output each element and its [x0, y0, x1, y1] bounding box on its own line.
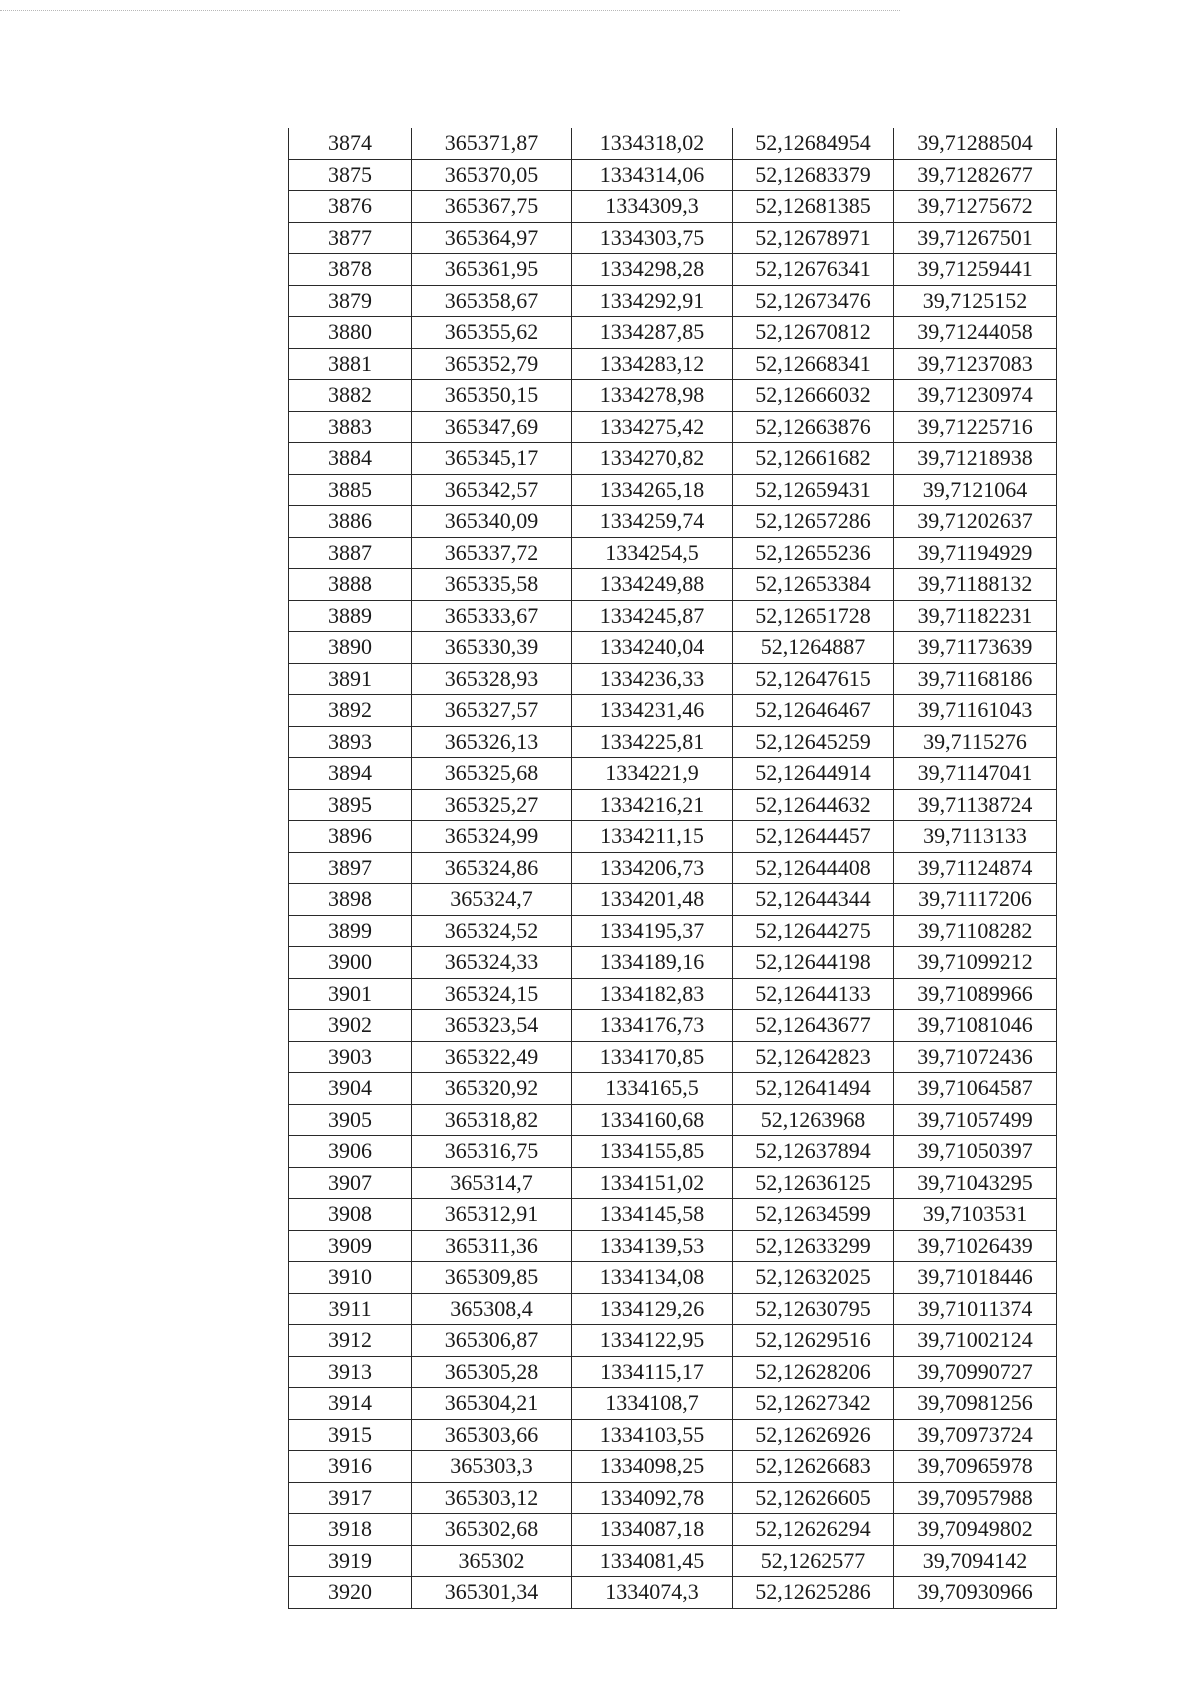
latitude-cell: 52,12673476: [733, 285, 894, 317]
x-coordinate-cell: 365371,87: [412, 128, 572, 159]
latitude-cell: 52,1262577: [733, 1545, 894, 1577]
longitude-cell: 39,70965978: [894, 1451, 1057, 1483]
y-coordinate-cell: 1334176,73: [572, 1010, 733, 1042]
longitude-cell: 39,71108282: [894, 915, 1057, 947]
x-coordinate-cell: 365303,12: [412, 1482, 572, 1514]
x-coordinate-cell: 365337,72: [412, 537, 572, 569]
table-row: [289, 380, 1057, 412]
point-number-cell: 3908: [289, 1199, 412, 1231]
table-row: [289, 1104, 1057, 1136]
table-row: [289, 758, 1057, 790]
point-number-cell: 3900: [289, 947, 412, 979]
y-coordinate-cell: 1334278,98: [572, 380, 733, 412]
longitude-cell: 39,70957988: [894, 1482, 1057, 1514]
latitude-cell: 52,12636125: [733, 1167, 894, 1199]
latitude-cell: 52,12668341: [733, 348, 894, 380]
latitude-cell: 52,12626683: [733, 1451, 894, 1483]
x-coordinate-cell: 365305,28: [412, 1356, 572, 1388]
table-row: [289, 1419, 1057, 1451]
table-row: [289, 1010, 1057, 1042]
point-number-cell: 3915: [289, 1419, 412, 1451]
latitude-cell: 52,12645259: [733, 726, 894, 758]
point-number-cell: 3920: [289, 1577, 412, 1609]
y-coordinate-cell: 1334129,26: [572, 1293, 733, 1325]
latitude-cell: 52,12644133: [733, 978, 894, 1010]
y-coordinate-cell: 1334314,06: [572, 159, 733, 191]
longitude-cell: 39,71194929: [894, 537, 1057, 569]
y-coordinate-cell: 1334221,9: [572, 758, 733, 790]
latitude-cell: 52,12646467: [733, 695, 894, 727]
longitude-cell: 39,71026439: [894, 1230, 1057, 1262]
x-coordinate-cell: 365355,62: [412, 317, 572, 349]
latitude-cell: 52,12626926: [733, 1419, 894, 1451]
table-row: [289, 884, 1057, 916]
y-coordinate-cell: 1334249,88: [572, 569, 733, 601]
y-coordinate-cell: 1334283,12: [572, 348, 733, 380]
x-coordinate-cell: 365312,91: [412, 1199, 572, 1231]
latitude-cell: 52,12644914: [733, 758, 894, 790]
table-row: [289, 506, 1057, 538]
table-row: [289, 978, 1057, 1010]
x-coordinate-cell: 365324,99: [412, 821, 572, 853]
table-row: [289, 1136, 1057, 1168]
longitude-cell: 39,70990727: [894, 1356, 1057, 1388]
latitude-cell: 52,12637894: [733, 1136, 894, 1168]
x-coordinate-cell: 365303,3: [412, 1451, 572, 1483]
x-coordinate-cell: 365347,69: [412, 411, 572, 443]
table-row: [289, 695, 1057, 727]
point-number-cell: 3902: [289, 1010, 412, 1042]
latitude-cell: 52,12644344: [733, 884, 894, 916]
longitude-cell: 39,71147041: [894, 758, 1057, 790]
x-coordinate-cell: 365302: [412, 1545, 572, 1577]
table-row: [289, 443, 1057, 475]
latitude-cell: 52,12663876: [733, 411, 894, 443]
y-coordinate-cell: 1334309,3: [572, 191, 733, 223]
y-coordinate-cell: 1334303,75: [572, 222, 733, 254]
point-number-cell: 3914: [289, 1388, 412, 1420]
y-coordinate-cell: 1334092,78: [572, 1482, 733, 1514]
point-number-cell: 3907: [289, 1167, 412, 1199]
latitude-cell: 52,12657286: [733, 506, 894, 538]
point-number-cell: 3895: [289, 789, 412, 821]
x-coordinate-cell: 365367,75: [412, 191, 572, 223]
x-coordinate-cell: 365324,52: [412, 915, 572, 947]
latitude-cell: 52,12683379: [733, 159, 894, 191]
point-number-cell: 3886: [289, 506, 412, 538]
point-number-cell: 3904: [289, 1073, 412, 1105]
longitude-cell: 39,7115276: [894, 726, 1057, 758]
x-coordinate-cell: 365316,75: [412, 1136, 572, 1168]
table-row: [289, 1262, 1057, 1294]
longitude-cell: 39,71161043: [894, 695, 1057, 727]
table-row: [289, 1230, 1057, 1262]
table-row: [289, 1451, 1057, 1483]
latitude-cell: 52,12628206: [733, 1356, 894, 1388]
table-row: [289, 159, 1057, 191]
x-coordinate-cell: 365303,66: [412, 1419, 572, 1451]
x-coordinate-cell: 365333,67: [412, 600, 572, 632]
y-coordinate-cell: 1334165,5: [572, 1073, 733, 1105]
latitude-cell: 52,12666032: [733, 380, 894, 412]
latitude-cell: 52,12678971: [733, 222, 894, 254]
x-coordinate-cell: 365358,67: [412, 285, 572, 317]
longitude-cell: 39,7113133: [894, 821, 1057, 853]
table-row: [289, 726, 1057, 758]
x-coordinate-cell: 365309,85: [412, 1262, 572, 1294]
longitude-cell: 39,71124874: [894, 852, 1057, 884]
y-coordinate-cell: 1334098,25: [572, 1451, 733, 1483]
point-number-cell: 3897: [289, 852, 412, 884]
x-coordinate-cell: 365326,13: [412, 726, 572, 758]
x-coordinate-cell: 365345,17: [412, 443, 572, 475]
table-row: [289, 254, 1057, 286]
y-coordinate-cell: 1334211,15: [572, 821, 733, 853]
y-coordinate-cell: 1334254,5: [572, 537, 733, 569]
y-coordinate-cell: 1334270,82: [572, 443, 733, 475]
table-row: [289, 1199, 1057, 1231]
x-coordinate-cell: 365352,79: [412, 348, 572, 380]
point-number-cell: 3882: [289, 380, 412, 412]
point-number-cell: 3903: [289, 1041, 412, 1073]
y-coordinate-cell: 1334195,37: [572, 915, 733, 947]
table-row: [289, 191, 1057, 223]
y-coordinate-cell: 1334216,21: [572, 789, 733, 821]
table-row: [289, 1514, 1057, 1546]
table-row: [289, 1167, 1057, 1199]
y-coordinate-cell: 1334170,85: [572, 1041, 733, 1073]
table-row: [289, 1041, 1057, 1073]
x-coordinate-cell: 365320,92: [412, 1073, 572, 1105]
y-coordinate-cell: 1334108,7: [572, 1388, 733, 1420]
longitude-cell: 39,71259441: [894, 254, 1057, 286]
longitude-cell: 39,70981256: [894, 1388, 1057, 1420]
latitude-cell: 52,12644198: [733, 947, 894, 979]
longitude-cell: 39,7121064: [894, 474, 1057, 506]
x-coordinate-cell: 365370,05: [412, 159, 572, 191]
point-number-cell: 3916: [289, 1451, 412, 1483]
table-row: [289, 821, 1057, 853]
coordinates-table-body: [289, 128, 1057, 1608]
point-number-cell: 3899: [289, 915, 412, 947]
point-number-cell: 3918: [289, 1514, 412, 1546]
x-coordinate-cell: 365318,82: [412, 1104, 572, 1136]
y-coordinate-cell: 1334145,58: [572, 1199, 733, 1231]
table-row: [289, 411, 1057, 443]
latitude-cell: 52,12684954: [733, 128, 894, 159]
y-coordinate-cell: 1334087,18: [572, 1514, 733, 1546]
point-number-cell: 3890: [289, 632, 412, 664]
point-number-cell: 3892: [289, 695, 412, 727]
x-coordinate-cell: 365335,58: [412, 569, 572, 601]
y-coordinate-cell: 1334318,02: [572, 128, 733, 159]
latitude-cell: 52,1264887: [733, 632, 894, 664]
y-coordinate-cell: 1334259,74: [572, 506, 733, 538]
x-coordinate-cell: 365324,15: [412, 978, 572, 1010]
longitude-cell: 39,7125152: [894, 285, 1057, 317]
x-coordinate-cell: 365301,34: [412, 1577, 572, 1609]
latitude-cell: 52,12659431: [733, 474, 894, 506]
latitude-cell: 52,12626294: [733, 1514, 894, 1546]
table-row: [289, 632, 1057, 664]
y-coordinate-cell: 1334122,95: [572, 1325, 733, 1357]
latitude-cell: 52,12647615: [733, 663, 894, 695]
point-number-cell: 3884: [289, 443, 412, 475]
table-row: [289, 915, 1057, 947]
latitude-cell: 52,1263968: [733, 1104, 894, 1136]
longitude-cell: 39,71138724: [894, 789, 1057, 821]
latitude-cell: 52,12670812: [733, 317, 894, 349]
scan-edge-line: [0, 10, 900, 11]
table-row: [289, 222, 1057, 254]
point-number-cell: 3898: [289, 884, 412, 916]
point-number-cell: 3912: [289, 1325, 412, 1357]
x-coordinate-cell: 365350,15: [412, 380, 572, 412]
longitude-cell: 39,71099212: [894, 947, 1057, 979]
point-number-cell: 3901: [289, 978, 412, 1010]
point-number-cell: 3909: [289, 1230, 412, 1262]
latitude-cell: 52,12655236: [733, 537, 894, 569]
point-number-cell: 3910: [289, 1262, 412, 1294]
table-row: [289, 537, 1057, 569]
longitude-cell: 39,71218938: [894, 443, 1057, 475]
longitude-cell: 39,71117206: [894, 884, 1057, 916]
y-coordinate-cell: 1334275,42: [572, 411, 733, 443]
point-number-cell: 3917: [289, 1482, 412, 1514]
longitude-cell: 39,71168186: [894, 663, 1057, 695]
longitude-cell: 39,71182231: [894, 600, 1057, 632]
x-coordinate-cell: 365324,86: [412, 852, 572, 884]
longitude-cell: 39,71225716: [894, 411, 1057, 443]
longitude-cell: 39,71011374: [894, 1293, 1057, 1325]
y-coordinate-cell: 1334225,81: [572, 726, 733, 758]
longitude-cell: 39,71275672: [894, 191, 1057, 223]
longitude-cell: 39,71089966: [894, 978, 1057, 1010]
x-coordinate-cell: 365364,97: [412, 222, 572, 254]
y-coordinate-cell: 1334081,45: [572, 1545, 733, 1577]
y-coordinate-cell: 1334139,53: [572, 1230, 733, 1262]
point-number-cell: 3891: [289, 663, 412, 695]
y-coordinate-cell: 1334151,02: [572, 1167, 733, 1199]
y-coordinate-cell: 1334298,28: [572, 254, 733, 286]
point-number-cell: 3874: [289, 128, 412, 159]
y-coordinate-cell: 1334182,83: [572, 978, 733, 1010]
longitude-cell: 39,71072436: [894, 1041, 1057, 1073]
longitude-cell: 39,71282677: [894, 159, 1057, 191]
point-number-cell: 3875: [289, 159, 412, 191]
latitude-cell: 52,12634599: [733, 1199, 894, 1231]
y-coordinate-cell: 1334236,33: [572, 663, 733, 695]
longitude-cell: 39,71244058: [894, 317, 1057, 349]
coordinates-table: [288, 128, 1057, 1609]
x-coordinate-cell: 365328,93: [412, 663, 572, 695]
table-row: [289, 947, 1057, 979]
latitude-cell: 52,12681385: [733, 191, 894, 223]
point-number-cell: 3876: [289, 191, 412, 223]
latitude-cell: 52,12644457: [733, 821, 894, 853]
table-row: [289, 663, 1057, 695]
x-coordinate-cell: 365324,7: [412, 884, 572, 916]
latitude-cell: 52,12641494: [733, 1073, 894, 1105]
latitude-cell: 52,12627342: [733, 1388, 894, 1420]
longitude-cell: 39,71064587: [894, 1073, 1057, 1105]
table-row: [289, 1482, 1057, 1514]
table-row: [289, 285, 1057, 317]
y-coordinate-cell: 1334201,48: [572, 884, 733, 916]
latitude-cell: 52,12676341: [733, 254, 894, 286]
point-number-cell: 3877: [289, 222, 412, 254]
longitude-cell: 39,71057499: [894, 1104, 1057, 1136]
latitude-cell: 52,12651728: [733, 600, 894, 632]
longitude-cell: 39,71002124: [894, 1325, 1057, 1357]
x-coordinate-cell: 365340,09: [412, 506, 572, 538]
y-coordinate-cell: 1334155,85: [572, 1136, 733, 1168]
longitude-cell: 39,71202637: [894, 506, 1057, 538]
x-coordinate-cell: 365330,39: [412, 632, 572, 664]
table-row: [289, 317, 1057, 349]
latitude-cell: 52,12625286: [733, 1577, 894, 1609]
longitude-cell: 39,71237083: [894, 348, 1057, 380]
point-number-cell: 3888: [289, 569, 412, 601]
point-number-cell: 3896: [289, 821, 412, 853]
y-coordinate-cell: 1334103,55: [572, 1419, 733, 1451]
table-row: [289, 474, 1057, 506]
point-number-cell: 3885: [289, 474, 412, 506]
longitude-cell: 39,71188132: [894, 569, 1057, 601]
table-row: [289, 852, 1057, 884]
table-row: [289, 1388, 1057, 1420]
latitude-cell: 52,12626605: [733, 1482, 894, 1514]
x-coordinate-cell: 365311,36: [412, 1230, 572, 1262]
latitude-cell: 52,12653384: [733, 569, 894, 601]
longitude-cell: 39,71267501: [894, 222, 1057, 254]
point-number-cell: 3880: [289, 317, 412, 349]
x-coordinate-cell: 365361,95: [412, 254, 572, 286]
latitude-cell: 52,12630795: [733, 1293, 894, 1325]
point-number-cell: 3883: [289, 411, 412, 443]
y-coordinate-cell: 1334206,73: [572, 852, 733, 884]
latitude-cell: 52,12644275: [733, 915, 894, 947]
point-number-cell: 3878: [289, 254, 412, 286]
table-row: [289, 789, 1057, 821]
table-row: [289, 348, 1057, 380]
y-coordinate-cell: 1334287,85: [572, 317, 733, 349]
point-number-cell: 3905: [289, 1104, 412, 1136]
latitude-cell: 52,12643677: [733, 1010, 894, 1042]
table-row: [289, 1325, 1057, 1357]
latitude-cell: 52,12661682: [733, 443, 894, 475]
y-coordinate-cell: 1334189,16: [572, 947, 733, 979]
x-coordinate-cell: 365304,21: [412, 1388, 572, 1420]
point-number-cell: 3881: [289, 348, 412, 380]
x-coordinate-cell: 365325,27: [412, 789, 572, 821]
point-number-cell: 3879: [289, 285, 412, 317]
point-number-cell: 3906: [289, 1136, 412, 1168]
y-coordinate-cell: 1334245,87: [572, 600, 733, 632]
longitude-cell: 39,71173639: [894, 632, 1057, 664]
longitude-cell: 39,71050397: [894, 1136, 1057, 1168]
point-number-cell: 3887: [289, 537, 412, 569]
y-coordinate-cell: 1334240,04: [572, 632, 733, 664]
longitude-cell: 39,70930966: [894, 1577, 1057, 1609]
table-row: [289, 600, 1057, 632]
point-number-cell: 3893: [289, 726, 412, 758]
table-row: [289, 1073, 1057, 1105]
point-number-cell: 3913: [289, 1356, 412, 1388]
longitude-cell: 39,71081046: [894, 1010, 1057, 1042]
longitude-cell: 39,70973724: [894, 1419, 1057, 1451]
x-coordinate-cell: 365342,57: [412, 474, 572, 506]
latitude-cell: 52,12633299: [733, 1230, 894, 1262]
latitude-cell: 52,12644408: [733, 852, 894, 884]
longitude-cell: 39,71230974: [894, 380, 1057, 412]
latitude-cell: 52,12629516: [733, 1325, 894, 1357]
y-coordinate-cell: 1334074,3: [572, 1577, 733, 1609]
table-row: [289, 1293, 1057, 1325]
y-coordinate-cell: 1334134,08: [572, 1262, 733, 1294]
point-number-cell: 3894: [289, 758, 412, 790]
x-coordinate-cell: 365308,4: [412, 1293, 572, 1325]
table-row: [289, 1356, 1057, 1388]
x-coordinate-cell: 365314,7: [412, 1167, 572, 1199]
table-row: [289, 569, 1057, 601]
point-number-cell: 3919: [289, 1545, 412, 1577]
x-coordinate-cell: 365323,54: [412, 1010, 572, 1042]
x-coordinate-cell: 365327,57: [412, 695, 572, 727]
y-coordinate-cell: 1334292,91: [572, 285, 733, 317]
x-coordinate-cell: 365325,68: [412, 758, 572, 790]
point-number-cell: 3911: [289, 1293, 412, 1325]
x-coordinate-cell: 365306,87: [412, 1325, 572, 1357]
latitude-cell: 52,12632025: [733, 1262, 894, 1294]
table-row: [289, 1577, 1057, 1609]
longitude-cell: 39,7094142: [894, 1545, 1057, 1577]
longitude-cell: 39,71288504: [894, 128, 1057, 159]
y-coordinate-cell: 1334231,46: [572, 695, 733, 727]
longitude-cell: 39,70949802: [894, 1514, 1057, 1546]
x-coordinate-cell: 365324,33: [412, 947, 572, 979]
longitude-cell: 39,71043295: [894, 1167, 1057, 1199]
longitude-cell: 39,7103531: [894, 1199, 1057, 1231]
latitude-cell: 52,12642823: [733, 1041, 894, 1073]
longitude-cell: 39,71018446: [894, 1262, 1057, 1294]
y-coordinate-cell: 1334160,68: [572, 1104, 733, 1136]
table-row: [289, 128, 1057, 159]
x-coordinate-cell: 365302,68: [412, 1514, 572, 1546]
x-coordinate-cell: 365322,49: [412, 1041, 572, 1073]
point-number-cell: 3889: [289, 600, 412, 632]
latitude-cell: 52,12644632: [733, 789, 894, 821]
table-row: [289, 1545, 1057, 1577]
y-coordinate-cell: 1334265,18: [572, 474, 733, 506]
y-coordinate-cell: 1334115,17: [572, 1356, 733, 1388]
